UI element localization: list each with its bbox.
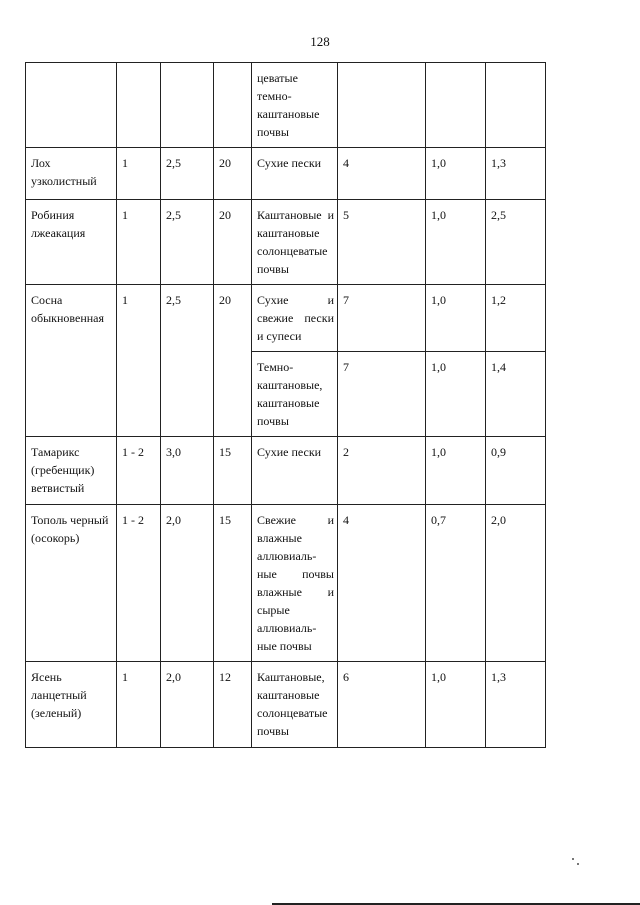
table-cell: 2,0 bbox=[486, 505, 546, 662]
species-cell: Тамарикс (гребенщик) ветвистый bbox=[26, 437, 117, 505]
soil-cell: Свежие и влажные аллювиаль-ные почвы влажные и сырые аллювиаль-ные почвы bbox=[252, 505, 338, 662]
table-row bbox=[26, 662, 546, 748]
table-cell: 15 bbox=[214, 505, 252, 662]
scan-speck bbox=[577, 863, 579, 865]
table-cell: 2,5 bbox=[161, 285, 214, 437]
table-cell: 12 bbox=[214, 662, 252, 748]
table-row bbox=[26, 505, 546, 662]
table-cell: 15 bbox=[214, 437, 252, 505]
table-row bbox=[26, 437, 546, 505]
soil-cell: Темно-каштановые, каштановые почвы bbox=[252, 352, 338, 437]
page-number: 128 bbox=[310, 34, 330, 49]
table-cell: 1,0 bbox=[426, 662, 486, 748]
soil-cell: цеватые темно-каштановые почвы bbox=[252, 63, 338, 148]
table-cell: 1,2 bbox=[486, 285, 546, 352]
species-cell: Тополь черный (осокорь) bbox=[26, 505, 117, 662]
table-cell: 1,0 bbox=[426, 352, 486, 437]
table-cell: 2,0 bbox=[161, 505, 214, 662]
table-cell bbox=[161, 63, 214, 148]
table-cell: 7 bbox=[338, 285, 426, 352]
soil-cell: Сухие и свежие пески и супеси bbox=[252, 285, 338, 352]
table-cell: 1,3 bbox=[486, 148, 546, 200]
table-cell: 4 bbox=[338, 505, 426, 662]
soil-cell: Каштановые и каштановые солонцеватые почвы bbox=[252, 200, 338, 285]
table-cell: 0,7 bbox=[426, 505, 486, 662]
table-cell bbox=[117, 63, 161, 148]
table-cell: 2 bbox=[338, 437, 426, 505]
table-cell: 2,5 bbox=[486, 200, 546, 285]
table-cell: 1,0 bbox=[426, 200, 486, 285]
species-table bbox=[25, 62, 546, 748]
table-cell: 4 bbox=[338, 148, 426, 200]
table-cell: 2,5 bbox=[161, 148, 214, 200]
table-cell: 1,3 bbox=[486, 662, 546, 748]
table-cell: 1,4 bbox=[486, 352, 546, 437]
soil-cell: Сухие пески bbox=[252, 437, 338, 505]
species-cell: Робиния лжеакация bbox=[26, 200, 117, 285]
table-cell bbox=[214, 63, 252, 148]
table-cell bbox=[426, 63, 486, 148]
table-cell: 0,9 bbox=[486, 437, 546, 505]
table-cell: 2,5 bbox=[161, 200, 214, 285]
table-cell: 1 - 2 bbox=[117, 505, 161, 662]
soil-cell: Каштановые, каштановые солонцеватые почвы bbox=[252, 662, 338, 748]
table-row bbox=[26, 200, 546, 285]
table-row bbox=[26, 148, 546, 200]
scan-speck bbox=[572, 858, 574, 860]
table-cell: 1,0 bbox=[426, 437, 486, 505]
table-cell: 2,0 bbox=[161, 662, 214, 748]
species-cell: Лох узколистный bbox=[26, 148, 117, 200]
species-cell: Сосна обыкновенная bbox=[26, 285, 117, 437]
table-cell: 1 - 2 bbox=[117, 437, 161, 505]
species-cell: Ясень ланцетный (зеленый) bbox=[26, 662, 117, 748]
table-cell: 1 bbox=[117, 148, 161, 200]
table-cell: 1 bbox=[117, 285, 161, 437]
table-row bbox=[26, 63, 546, 148]
table-row bbox=[26, 285, 546, 352]
soil-cell: Сухие пески bbox=[252, 148, 338, 200]
table-cell: 1,0 bbox=[426, 148, 486, 200]
table-cell: 20 bbox=[214, 148, 252, 200]
table-cell bbox=[338, 63, 426, 148]
table-cell bbox=[486, 63, 546, 148]
table-cell: 6 bbox=[338, 662, 426, 748]
table-cell: 7 bbox=[338, 352, 426, 437]
table-cell: 20 bbox=[214, 200, 252, 285]
table-cell: 5 bbox=[338, 200, 426, 285]
table-cell: 1,0 bbox=[426, 285, 486, 352]
table-cell: 20 bbox=[214, 285, 252, 437]
species-cell bbox=[26, 63, 117, 148]
table-cell: 1 bbox=[117, 200, 161, 285]
table-cell: 3,0 bbox=[161, 437, 214, 505]
table-cell: 1 bbox=[117, 662, 161, 748]
